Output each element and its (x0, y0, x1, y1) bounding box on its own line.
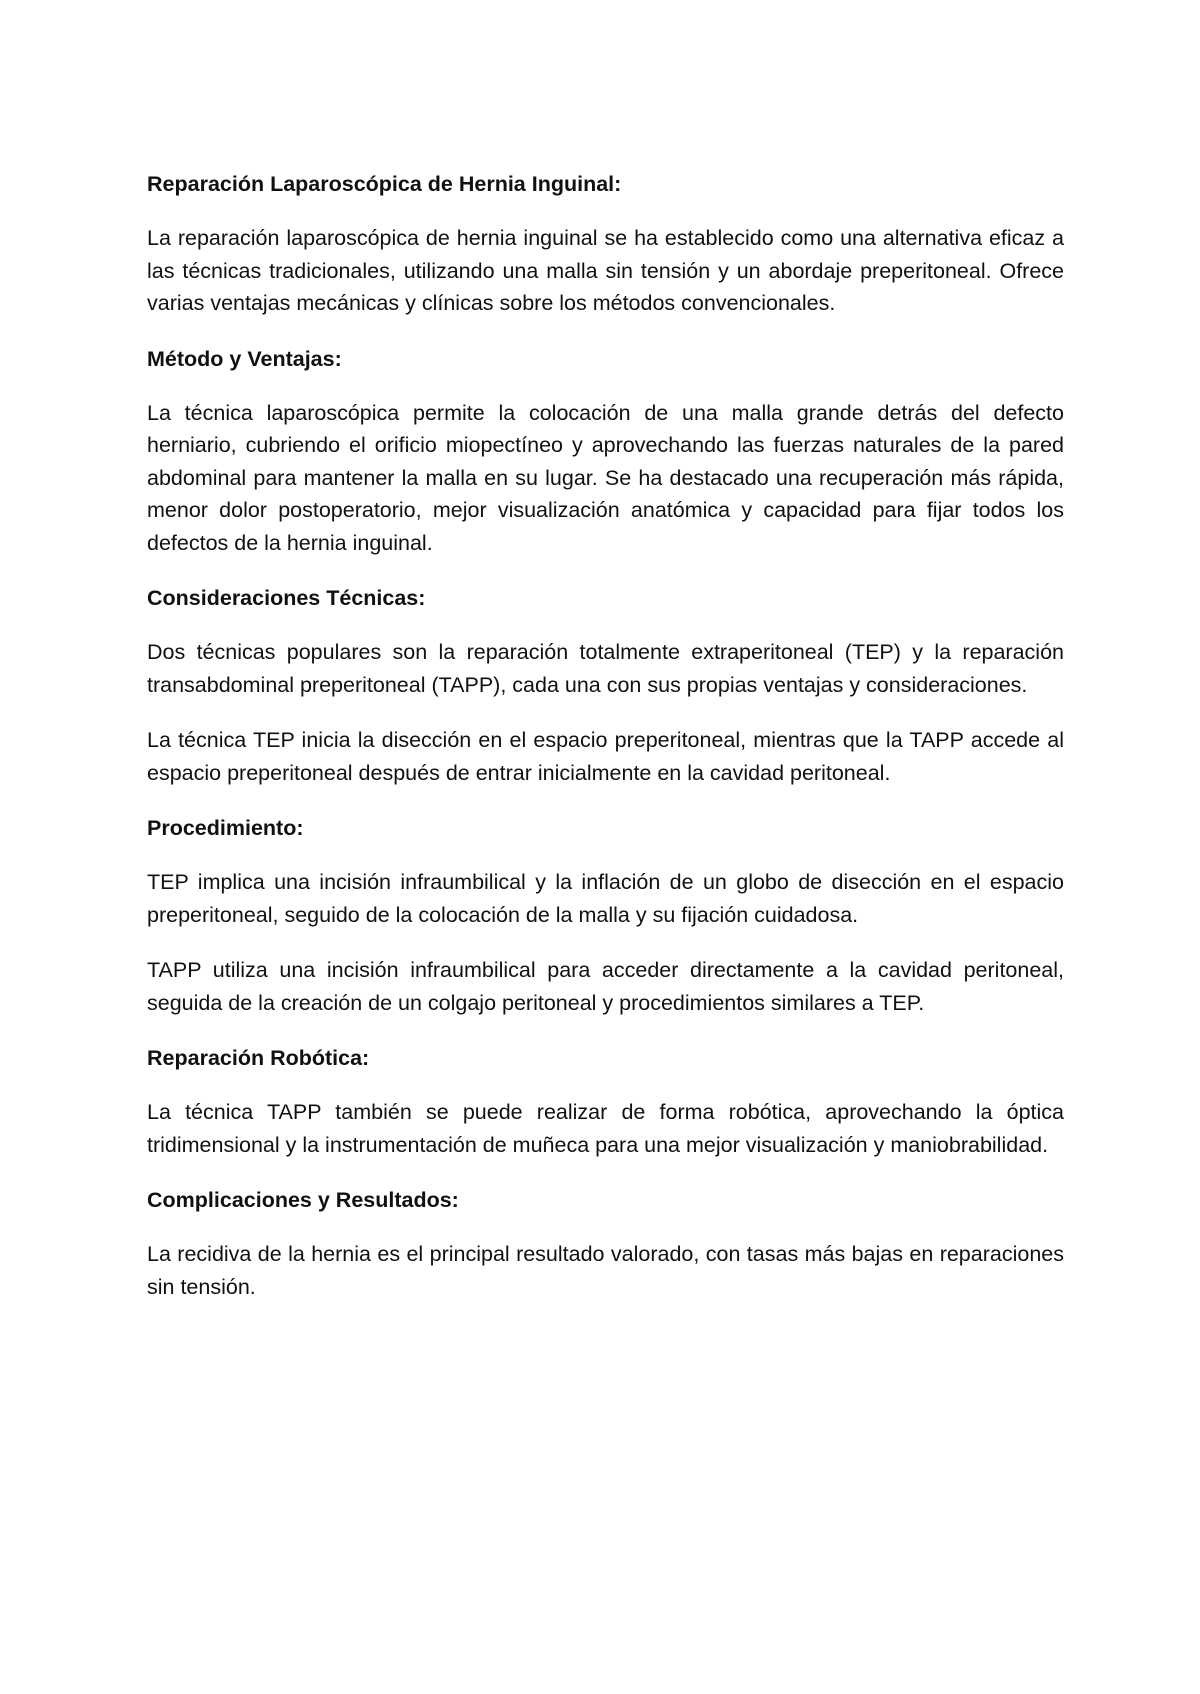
section-paragraph: La reparación laparoscópica de hernia inguinal se ha establecido como una alternativa eficaz a las técnicas tradicionales, utilizando una malla sin tensión y un abordaje preperitoneal. Ofrece varias ventajas mecánicas y clínicas sobre los métodos convencionales. (147, 226, 1064, 315)
section-consideraciones-tecnicas (147, 582, 1064, 789)
section-paragraph: La técnica laparoscópica permite la colocación de una malla grande detrás del defecto herniario, cubriendo el orificio miopectíneo y aprovechando las fuerzas naturales de la pared abdominal para mantener la malla en su lugar. Se ha destacado una recuperación más rápida, menor dolor postoperatorio, mejor visualización anatómica y capacidad para fijar todos los defectos de la hernia inguinal. (147, 400, 1064, 555)
section-paragraph: La técnica TEP inicia la disección en el espacio preperitoneal, mientras que la TAPP accede al espacio preperitoneal después de entrar inicialmente en la cavidad peritoneal. (147, 728, 1064, 785)
section-paragraph: Dos técnicas populares son la reparación totalmente extraperitoneal (TEP) y la reparación transabdominal preperitoneal (TAPP), cada una con sus propias ventajas y consideraciones. (147, 640, 1064, 697)
section-paragraph: La recidiva de la hernia es el principal resultado valorado, con tasas más bajas en reparaciones sin tensión. (147, 1242, 1064, 1299)
section-complicaciones-resultados (147, 1184, 1064, 1303)
section-paragraph: TAPP utiliza una incisión infraumbilical para acceder directamente a la cavidad peritoneal, seguida de la creación de un colgajo peritoneal y procedimientos similares a TEP. (147, 958, 1064, 1015)
section-paragraph: TEP implica una incisión infraumbilical y la inflación de un globo de disección en el espacio preperitoneal, seguido de la colocación de la malla y su fijación cuidadosa. (147, 870, 1064, 927)
section-paragraph: La técnica TAPP también se puede realizar de forma robótica, aprovechando la óptica tridimensional y la instrumentación de muñeca para una mejor visualización y maniobrabilidad. (147, 1100, 1064, 1157)
section-reparacion-laparoscopica (147, 168, 1064, 320)
section-heading: Procedimiento: (147, 816, 304, 840)
section-heading: Reparación Robótica: (147, 1046, 370, 1070)
section-procedimiento (147, 812, 1064, 1019)
section-reparacion-robotica (147, 1042, 1064, 1161)
section-heading: Método y Ventajas: (147, 346, 342, 371)
section-metodo-ventajas (147, 343, 1064, 560)
section-heading: Complicaciones y Resultados: (147, 1188, 459, 1212)
section-heading: Consideraciones Técnicas: (147, 586, 426, 610)
section-heading: Reparación Laparoscópica de Hernia Inguinal: (147, 172, 622, 196)
